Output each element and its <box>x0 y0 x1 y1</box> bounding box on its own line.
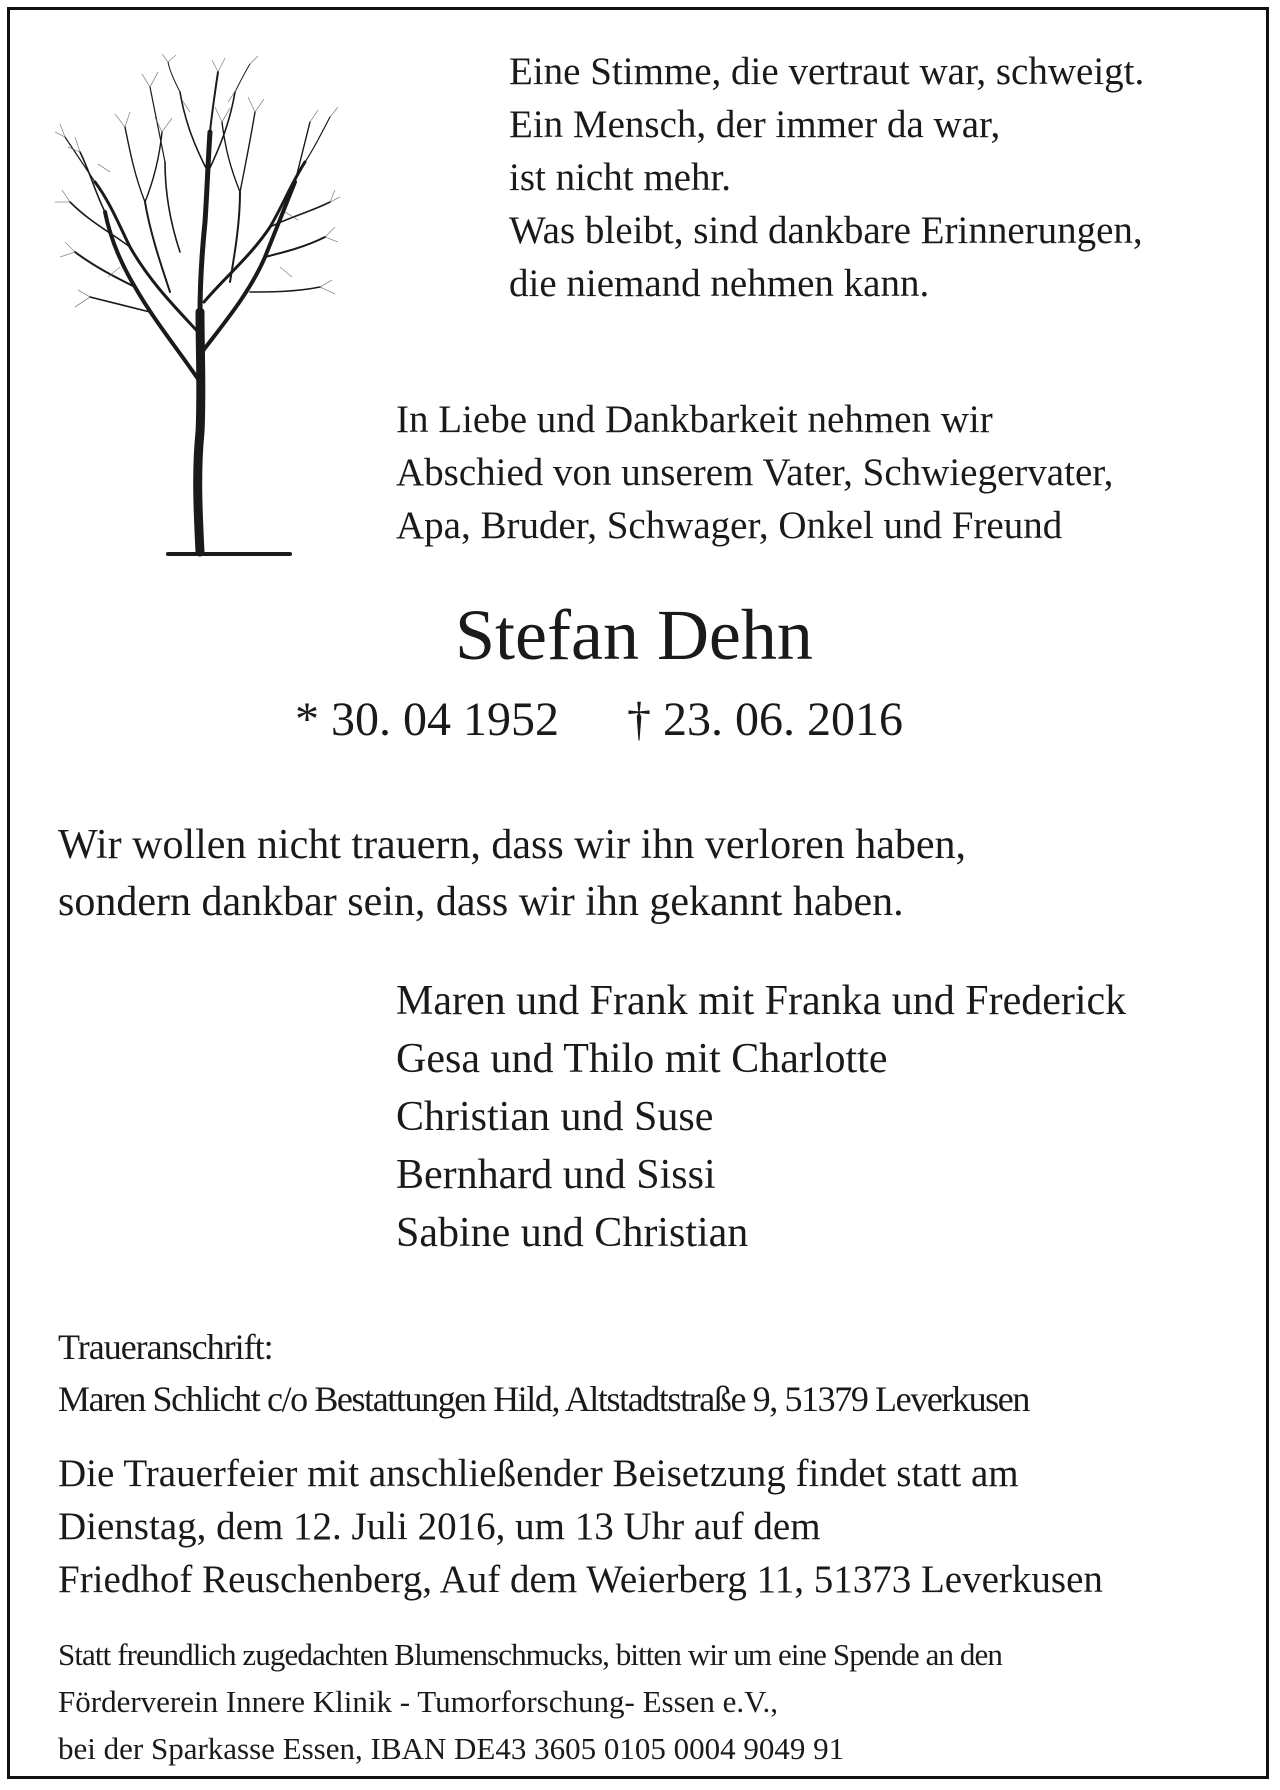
poem-line: Ein Mensch, der immer da war, <box>509 103 1001 146</box>
deceased-name: Stefan Dehn <box>455 595 813 675</box>
poem-line: die niemand nehmen kann. <box>509 262 930 305</box>
quote-line: Wir wollen nicht trauern, dass wir ihn verloren haben, <box>58 822 967 868</box>
donation-info <box>58 1631 1002 1772</box>
poem <box>509 45 1144 310</box>
donation-line: Statt freundlich zugedachten Blumenschmucks, bitten wir um eine Spende an den <box>58 1637 1002 1672</box>
address-label: Traueranschrift: <box>58 1327 273 1367</box>
quote <box>58 817 966 931</box>
intro-text <box>396 393 1113 552</box>
service-line: Dienstag, dem 12. Juli 2016, um 13 Uhr auf dem <box>58 1505 821 1548</box>
poem-line: ist nicht mehr. <box>509 156 732 199</box>
donation-line: bei der Sparkasse Essen, IBAN DE43 3605 0105 0004 9049 91 <box>58 1731 845 1766</box>
family-member: Maren und Frank mit Franka und Frederick <box>396 978 1127 1024</box>
service-line: Friedhof Reuschenberg, Auf dem Weierberg 11, 51373 Leverkusen <box>58 1558 1103 1601</box>
family-member: Christian und Suse <box>396 1094 714 1140</box>
poem-line: Was bleibt, sind dankbare Erinnerungen, <box>509 209 1143 252</box>
donation-line: Förderverein Innere Klinik - Tumorforschung- Essen e.V., <box>58 1684 779 1719</box>
poem-line: Eine Stimme, die vertraut war, schweigt. <box>509 50 1145 93</box>
quote-line: sondern dankbar sein, dass wir ihn gekannt haben. <box>58 879 904 925</box>
birth-symbol: * <box>295 693 319 746</box>
family-member: Gesa und Thilo mit Charlotte <box>396 1036 888 1082</box>
address-text: Maren Schlicht c/o Bestattungen Hild, Altstadtstraße 9, 51379 Leverkusen <box>58 1379 1029 1419</box>
birth-date: 30. 04 1952 <box>331 693 559 746</box>
family-member: Bernhard und Sissi <box>396 1152 716 1198</box>
family-member: Sabine und Christian <box>396 1210 749 1256</box>
death-symbol: † <box>627 693 651 746</box>
service-info <box>58 1447 1103 1606</box>
bare-tree-icon <box>50 52 340 562</box>
intro-line: In Liebe und Dankbarkeit nehmen wir <box>396 398 993 441</box>
family-list <box>396 972 1126 1262</box>
life-dates <box>295 690 903 750</box>
intro-line: Abschied von unserem Vater, Schwiegervater, <box>396 451 1114 494</box>
death-date: 23. 06. 2016 <box>663 693 903 746</box>
intro-line: Apa, Bruder, Schwager, Onkel und Freund <box>396 504 1063 547</box>
service-line: Die Trauerfeier mit anschließender Beisetzung findet statt am <box>58 1452 1019 1495</box>
